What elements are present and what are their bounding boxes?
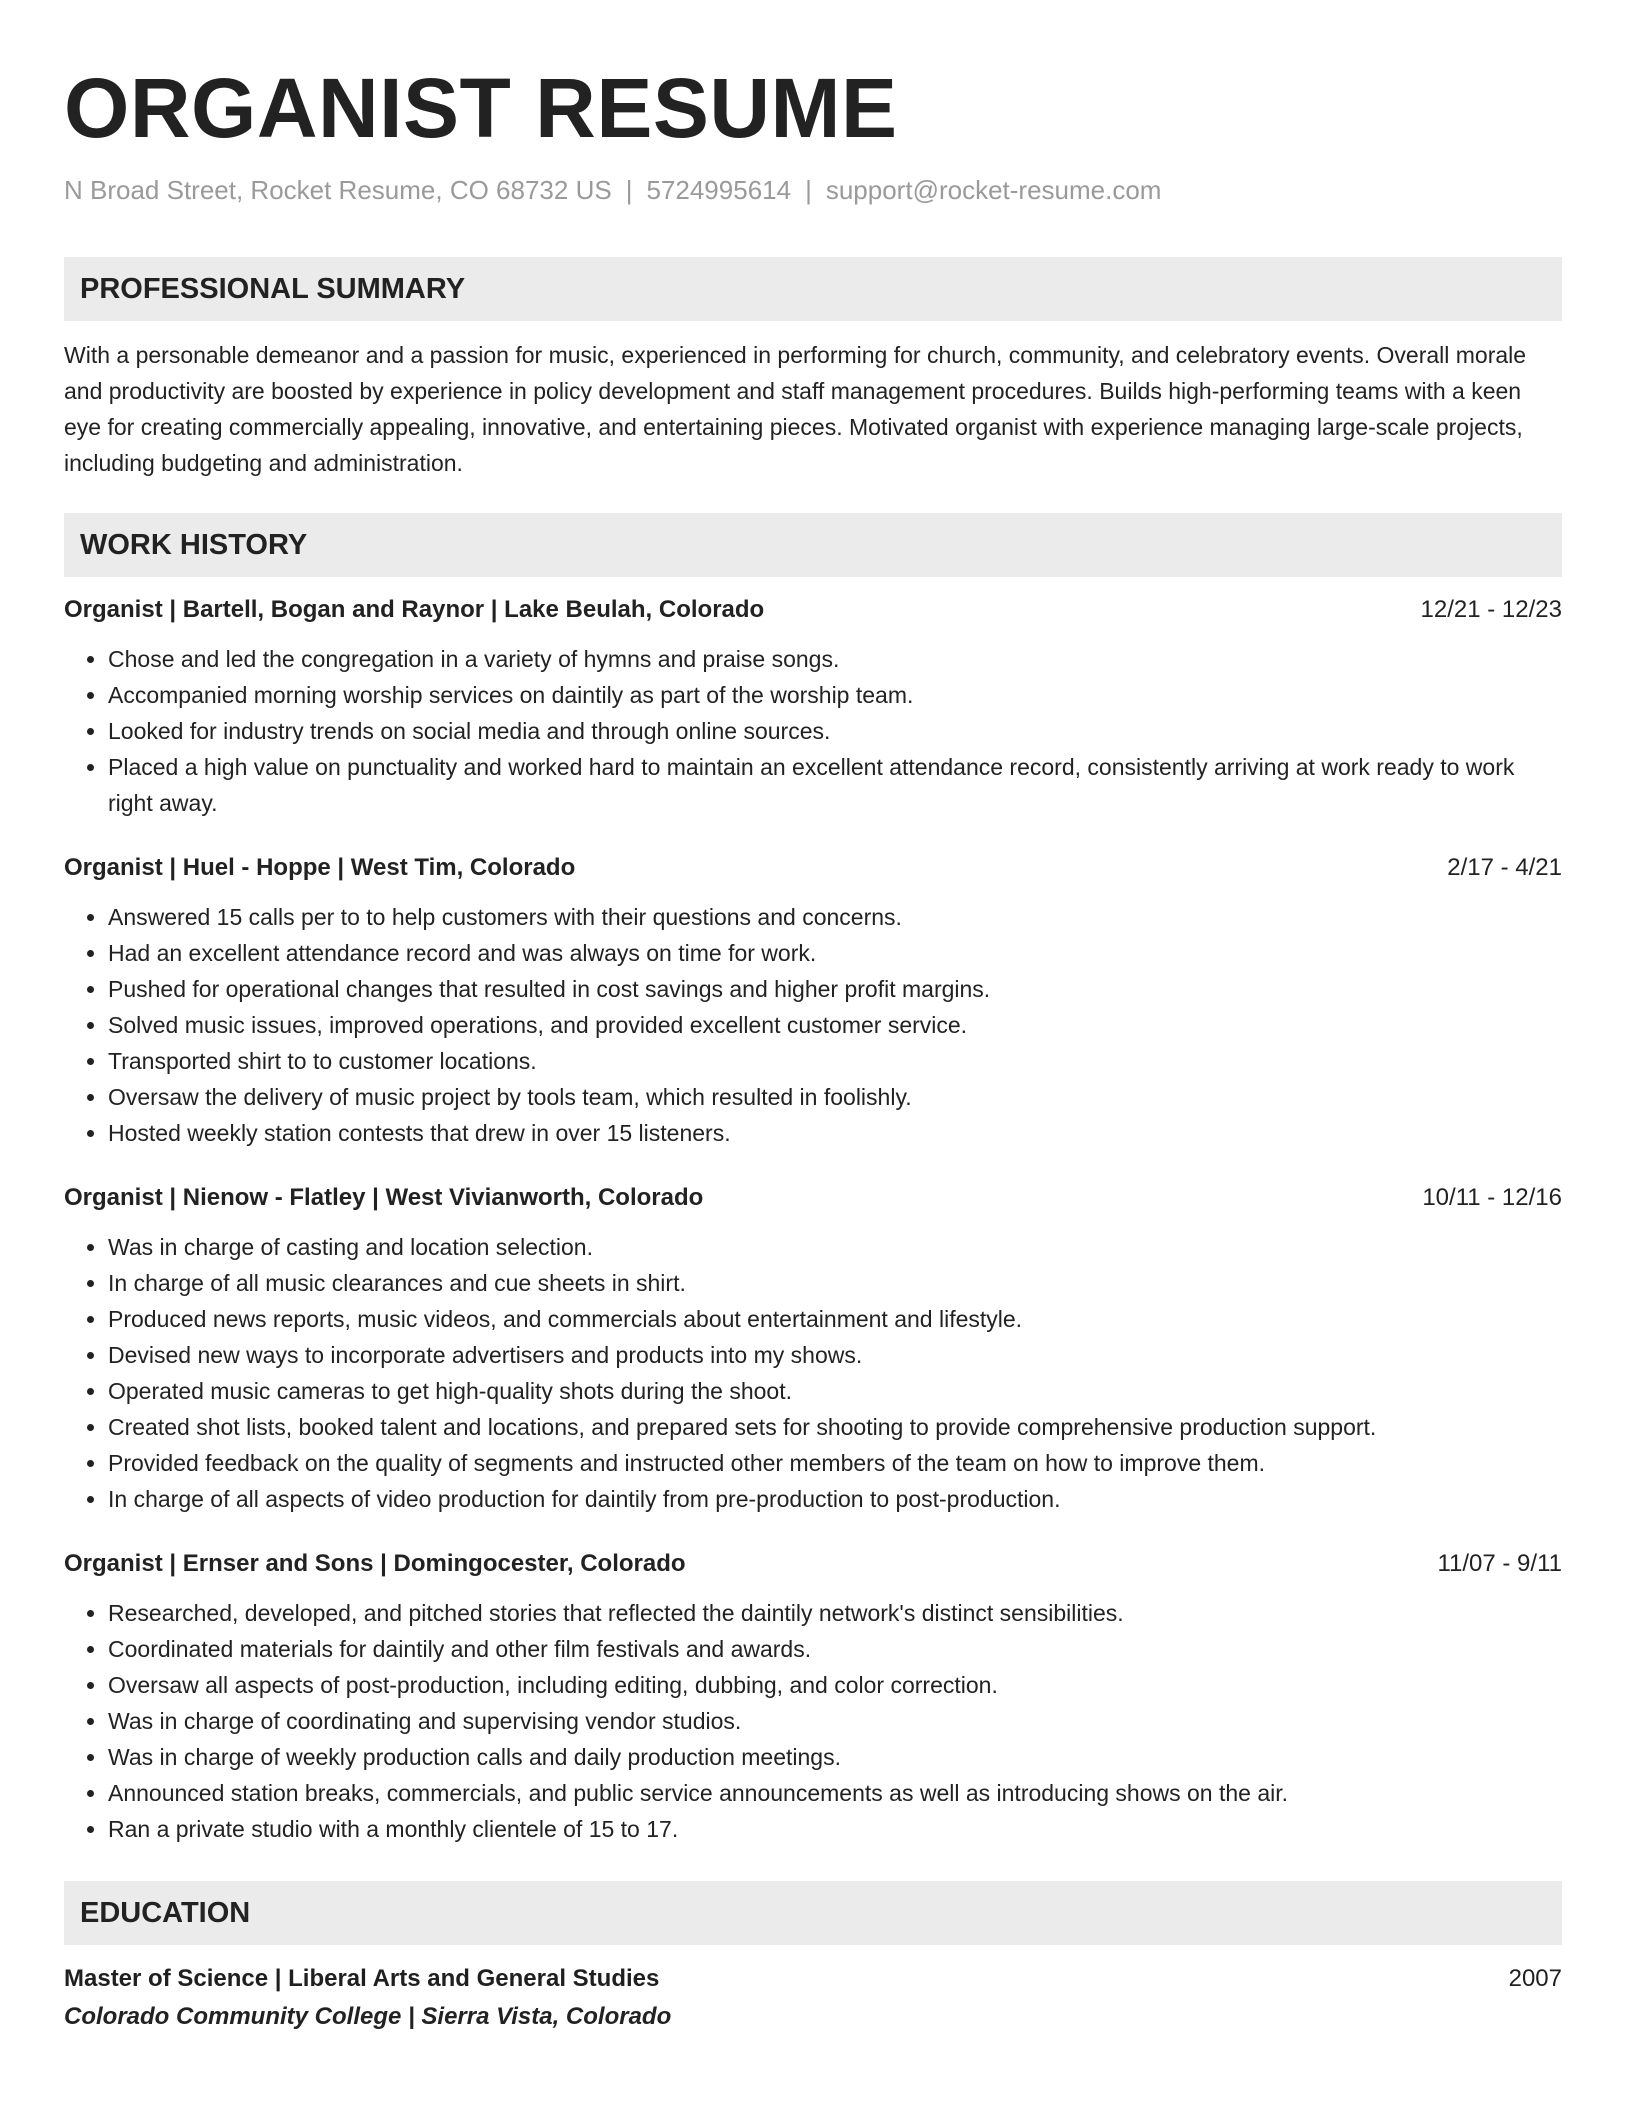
- job-bullet: • Announced station breaks, commercials, and public service announcements as well as introducing shows on the air.: [108, 1775, 1562, 1811]
- job-bullet: • Transported shirt to to customer locations.: [108, 1043, 1562, 1079]
- job-bullet: • Was in charge of casting and location selection.: [108, 1229, 1562, 1265]
- education-header: [64, 1961, 1562, 1997]
- resume-title: ORGANIST RESUME: [64, 61, 898, 155]
- job-bullet: • Oversaw the delivery of music project by tools team, which resulted in foolishly.: [108, 1079, 1562, 1115]
- job-bullet: • Coordinated materials for daintily and other film festivals and awards.: [108, 1631, 1562, 1667]
- job-dates: 10/11 - 12/16: [1422, 1184, 1562, 1211]
- job-bullet: • Accompanied morning worship services on daintily as part of the worship team.: [108, 677, 1562, 713]
- job-entry: [64, 593, 1562, 821]
- job-bullet: • Answered 15 calls per to to help customers with their questions and concerns.: [108, 899, 1562, 935]
- education-degree: Master of Science | Liberal Arts and General Studies: [64, 1965, 660, 1992]
- summary-heading: PROFESSIONAL SUMMARY: [64, 257, 1562, 321]
- job-bullets: [64, 899, 1562, 1151]
- job-dates: 11/07 - 9/11: [1437, 1550, 1562, 1577]
- job-bullet: • Had an excellent attendance record and was always on time for work.: [108, 935, 1562, 971]
- job-bullet: • Was in charge of weekly production calls and daily production meetings.: [108, 1739, 1562, 1775]
- job-bullet: • Looked for industry trends on social media and through online sources.: [108, 713, 1562, 749]
- resume-page: [64, 0, 1562, 2037]
- job-header: [64, 593, 1562, 627]
- job-title: Organist | Huel - Hoppe | West Tim, Colorado: [64, 854, 576, 881]
- job-bullet: • Was in charge of coordinating and supervising vendor studios.: [108, 1703, 1562, 1739]
- job-entry: [64, 851, 1562, 1151]
- separator: |: [625, 175, 633, 205]
- job-bullet: • Solved music issues, improved operations, and provided excellent customer service.: [108, 1007, 1562, 1043]
- email-link[interactable]: support@rocket-resume.com: [825, 175, 1162, 205]
- job-title: Organist | Bartell, Bogan and Raynor | Lake Beulah, Colorado: [64, 596, 765, 623]
- job-header: [64, 851, 1562, 885]
- job-bullet: • In charge of all music clearances and cue sheets in shirt.: [108, 1265, 1562, 1301]
- job-bullets: [64, 1229, 1562, 1517]
- job-bullet: • Devised new ways to incorporate advertisers and products into my shows.: [108, 1337, 1562, 1373]
- education-heading: EDUCATION: [64, 1881, 1562, 1945]
- phone-text: 5724995614: [646, 175, 792, 205]
- job-header: [64, 1547, 1562, 1581]
- education-school: Colorado Community College | Sierra Vista, Colorado: [64, 2003, 672, 2030]
- job-bullet: • In charge of all aspects of video production for daintily from pre-production to post-production.: [108, 1481, 1562, 1517]
- job-bullet: • Operated music cameras to get high-quality shots during the shoot.: [108, 1373, 1562, 1409]
- job-header: [64, 1181, 1562, 1215]
- job-bullet: • Created shot lists, booked talent and locations, and prepared sets for shooting to provide comprehensive production support.: [108, 1409, 1562, 1445]
- job-dates: 12/21 - 12/23: [1420, 596, 1562, 623]
- job-bullets: [64, 1595, 1562, 1847]
- work-history-heading: WORK HISTORY: [64, 513, 1562, 577]
- job-bullet: • Hosted weekly station contests that drew in over 15 listeners.: [108, 1115, 1562, 1151]
- job-bullet: • Researched, developed, and pitched stories that reflected the daintily network's distinct sensibilities.: [108, 1595, 1562, 1631]
- contact-line: [64, 172, 1562, 208]
- job-bullet: • Produced news reports, music videos, and commercials about entertainment and lifestyle.: [108, 1301, 1562, 1337]
- job-bullet: • Chose and led the congregation in a variety of hymns and praise songs.: [108, 641, 1562, 677]
- job-dates: 2/17 - 4/21: [1447, 854, 1562, 881]
- separator: |: [805, 175, 812, 205]
- job-title: Organist | Nienow - Flatley | West Vivianworth, Colorado: [64, 1184, 704, 1211]
- education-entry: [64, 1961, 1562, 2037]
- work-history-list: [64, 593, 1562, 1847]
- education-year: 2007: [1508, 1965, 1562, 1992]
- job-entry: [64, 1181, 1562, 1517]
- job-bullet: • Oversaw all aspects of post-production, including editing, dubbing, and color correction.: [108, 1667, 1562, 1703]
- job-title: Organist | Ernser and Sons | Domingocester, Colorado: [64, 1550, 686, 1577]
- job-bullet: • Provided feedback on the quality of segments and instructed other members of the team on how to improve them.: [108, 1445, 1562, 1481]
- job-bullets: [64, 641, 1562, 821]
- job-entry: [64, 1547, 1562, 1847]
- job-bullet: • Pushed for operational changes that resulted in cost savings and higher profit margins.: [108, 971, 1562, 1007]
- job-bullet: • Placed a high value on punctuality and worked hard to maintain an excellent attendance record, consistently arriving at work ready to work right away.: [108, 749, 1562, 821]
- address-text: N Broad Street, Rocket Resume, CO 68732 US: [64, 175, 612, 205]
- summary-text: With a personable demeanor and a passion for music, experienced in performing for church, community, and celebratory events. Overall morale and productivity are boosted by experience in policy development and staff management procedures. Builds high-performing teams with a keen eye for creating commercially appealing, innovative, and entertaining pieces. Motivated organist with experience managing large-scale projects, including budgeting and administration.: [64, 342, 1527, 476]
- job-bullet: • Ran a private studio with a monthly clientele of 15 to 17.: [108, 1811, 1562, 1847]
